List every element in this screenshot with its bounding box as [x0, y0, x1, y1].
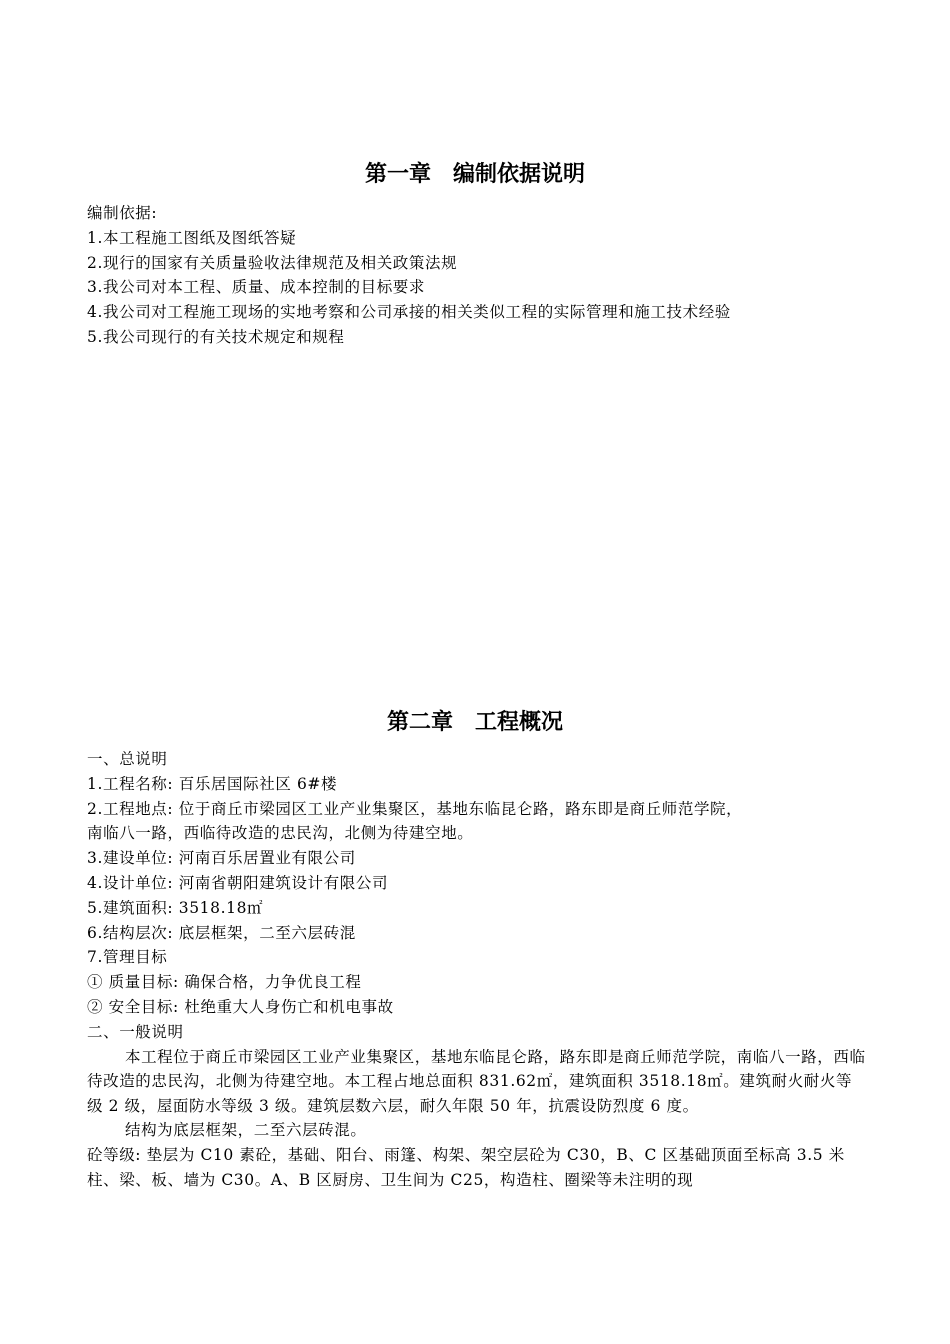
basis-item-5: 5.我公司现行的有关技术规定和规程 [87, 327, 345, 346]
project-location-line-2: 南临八一路，西临待改造的忠民沟，北侧为待建空地。 [87, 824, 474, 843]
concrete-grade-paragraph: 砼等级: 垫层为 C10 素砼，基础、阳台、雨篷、构架、架空层砼为 C30，B、C 区基础顶面至标高 3.5 米柱、梁、板、墙为 C30。A、B 区厨房、卫生间为 C25，构造柱、圈梁等未注明的现 [87, 1145, 845, 1189]
chapter-2-title: 第二章 工程概况 [386, 710, 563, 735]
management-goals: 7.管理目标 [87, 948, 168, 967]
basis-item-4: 4.我公司对工程施工现场的实地考察和公司承接的相关类似工程的实际管理和施工技术经验 [87, 303, 731, 322]
chapter-1-body [87, 201, 867, 350]
structure-levels: 6.结构层次: 底层框架，二至六层砖混 [87, 923, 356, 942]
project-location-line-1: 2.工程地点: 位于商丘市梁园区工业产业集聚区，基地东临昆仑路，路东即是商丘师范学院， [87, 799, 743, 818]
section-2-heading: 二、一般说明 [87, 1022, 184, 1041]
basis-item-3: 3.我公司对本工程、质量、成本控制的目标要求 [87, 278, 425, 297]
project-name: 1.工程名称: 百乐居国际社区 6#楼 [87, 774, 338, 793]
section-1-heading: 一、总说明 [87, 750, 168, 768]
basis-item-1: 1.本工程施工图纸及图纸答疑 [87, 228, 297, 247]
general-paragraph-2: 结构为底层框架，二至六层砖混。 [124, 1121, 367, 1140]
chapter-2-body [87, 747, 867, 1192]
building-area: 5.建筑面积: 3518.18㎡ [87, 898, 264, 917]
safety-goal: ② 安全目标: 杜绝重大人身伤亡和机电事故 [87, 997, 394, 1016]
design-unit: 4.设计单位: 河南省朝阳建筑设计有限公司 [87, 873, 389, 892]
construction-unit: 3.建设单位: 河南百乐居置业有限公司 [87, 849, 356, 868]
general-paragraph-1: 本工程位于商丘市梁园区工业产业集聚区，基地东临昆仑路，路东即是商丘师范学院，南临八一路，西临待改造的忠民沟，北侧为待建空地。本工程占地总面积 831.62㎡，建筑面积 3518.18㎡。建筑耐火耐火等级 2 级，屋面防水等级 3 级。建筑层数六层，耐久年限 50 年，抗震设防烈度 6 度。 [87, 1047, 866, 1115]
chapter-1-title: 第一章 编制依据说明 [364, 162, 585, 187]
quality-goal: ① 质量目标: 确保合格，力争优良工程 [87, 973, 362, 992]
basis-item-2: 2.现行的国家有关质量验收法律规范及相关政策法规 [87, 253, 458, 272]
basis-heading: 编制依据: [87, 204, 158, 222]
